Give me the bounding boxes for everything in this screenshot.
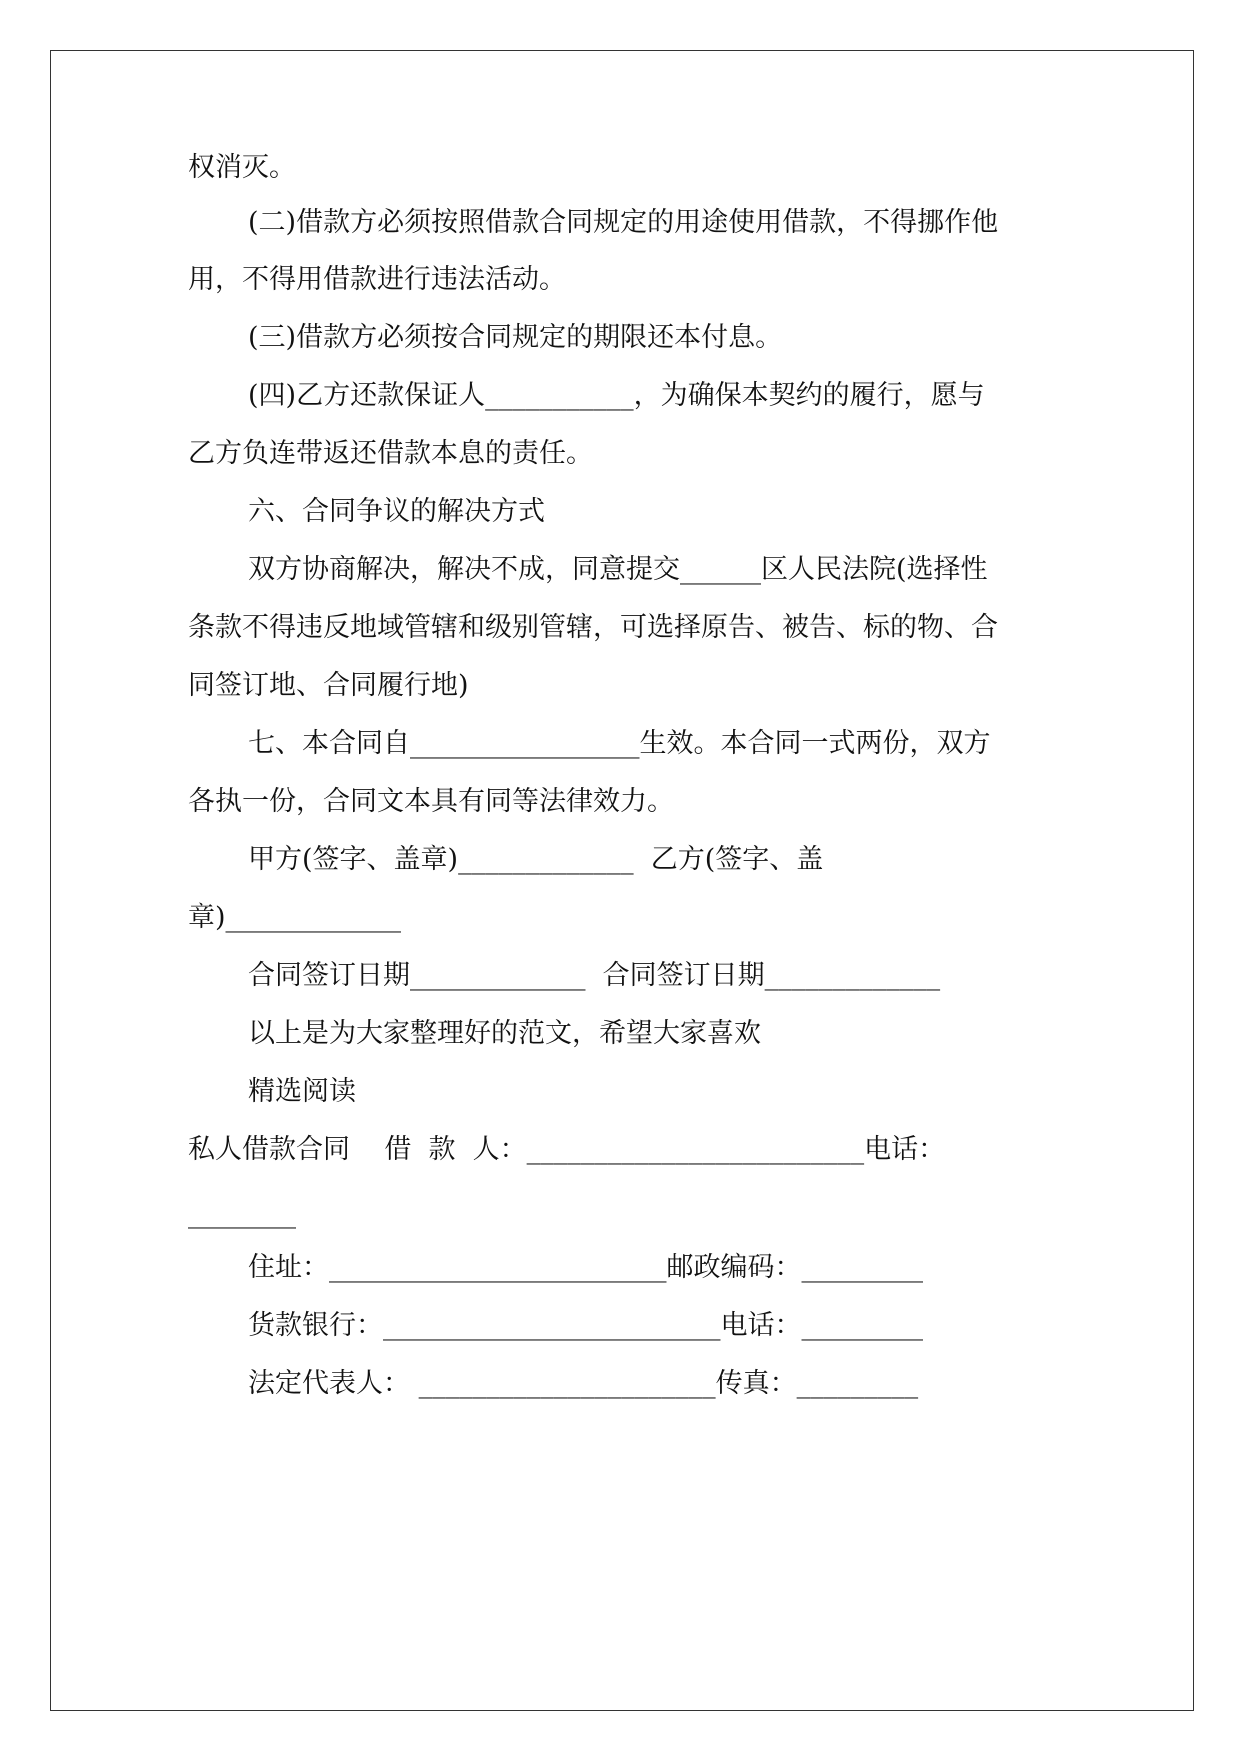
text-line-8: 双方协商解决，解决不成，同意提交______区人民法院(选择性 <box>248 554 988 585</box>
bank-line: 货款银行：_________________________电话：_________ <box>248 1310 923 1341</box>
phone-blank-line: ________ <box>188 1198 296 1229</box>
address-line: 住址：_________________________邮政编码：_________ <box>248 1252 923 1283</box>
text-line-4: (三)借款方必须按合同规定的期限还本付息。 <box>248 322 783 353</box>
text-line-3: 用，不得用借款进行违法活动。 <box>188 264 566 295</box>
signature-line-party-b: 章)_____________ <box>188 902 402 933</box>
text-line-10: 同签订地、合同履行地) <box>188 670 469 701</box>
borrower-line: 私人借款合同 借 款 人：_________________________电话： <box>188 1134 946 1165</box>
text-line-12: 各执一份，合同文本具有同等法律效力。 <box>188 786 674 817</box>
text-line-9: 条款不得违反地域管辖和级别管辖，可选择原告、被告、标的物、合 <box>188 612 998 643</box>
closing-note: 以上是为大家整理好的范文，希望大家喜欢 <box>248 1018 761 1049</box>
text-line-2: (二)借款方必须按照借款合同规定的用途使用借款，不得挪作他 <box>248 207 999 238</box>
text-line-5: (四)乙方还款保证人___________，为确保本契约的履行，愿与 <box>248 380 985 411</box>
text-line-1: 权消灭。 <box>188 152 296 183</box>
signing-date-line: 合同签订日期_____________ 合同签订日期_____________ <box>248 960 941 991</box>
text-line-6: 乙方负连带返还借款本息的责任。 <box>188 438 593 469</box>
section-heading-dispute: 六、合同争议的解决方式 <box>248 496 545 527</box>
signature-line-party-a: 甲方(签字、盖章)_____________ 乙方(签字、盖 <box>248 844 824 875</box>
text-line-11: 七、本合同自_________________生效。本合同一式两份，双方 <box>248 728 991 759</box>
featured-reading-heading: 精选阅读 <box>248 1076 356 1107</box>
legal-representative-line: 法定代表人： ______________________传真：_________ <box>248 1368 919 1399</box>
